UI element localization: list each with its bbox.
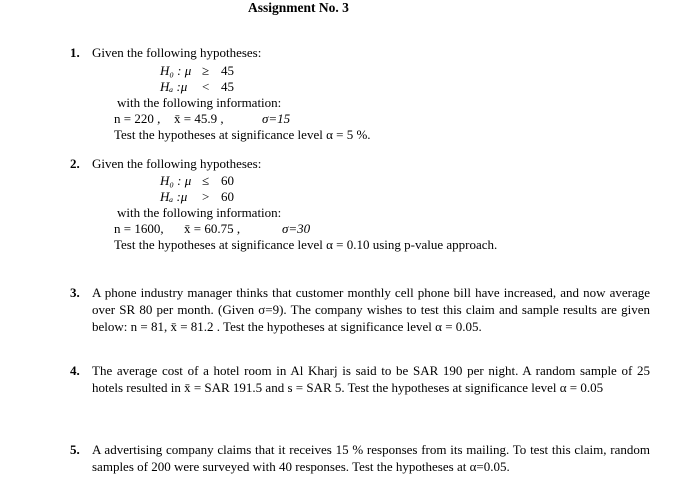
question-text: A advertising company claims that it receives 15 % responses from its mailing. To test this claim, random samples of 200 were surveyed with 40 responses. Test the hypotheses at α=0.05. xyxy=(92,442,650,474)
question-number: 5. xyxy=(70,442,80,457)
question-intro: Given the following hypotheses: xyxy=(92,156,262,171)
population-sd: σ=30 xyxy=(282,221,311,236)
alt-hypothesis-label: Hₐ :μ xyxy=(160,189,188,204)
page-title: Assignment No. 3 xyxy=(248,0,349,15)
question-number: 3. xyxy=(70,285,80,300)
sample-mean: x̄ = 60.75 , xyxy=(184,221,241,236)
alt-hypothesis-sign: > xyxy=(202,189,210,204)
alt-hypothesis-value: 45 xyxy=(221,79,234,94)
question-text: A phone industry manager thinks that customer monthly cell phone bill have increased, and now average over SR 80 per month. (Given σ=9). The company wishes to test this claim and sample results are given below: n = 81, x̄ = 81.2 . Test the hypotheses at significance level α = 0.05. xyxy=(92,285,650,334)
question-number: 2. xyxy=(70,156,80,171)
question-intro: Given the following hypotheses: xyxy=(92,45,262,60)
info-intro: with the following information: xyxy=(117,205,282,220)
null-hypothesis-label: H₀ : μ xyxy=(160,63,192,78)
null-hypothesis-sign: ≥ xyxy=(202,63,210,78)
null-hypothesis-value: 60 xyxy=(221,173,234,188)
question-text: The average cost of a hotel room in Al Kharj is said to be SAR 190 per night. A random sample of 25 hotels resulted in x̄ = SAR 191.5 and s = SAR 5. Test the hypotheses at significance level α = 0.05 xyxy=(92,363,650,395)
null-hypothesis-label: H₀ : μ xyxy=(160,173,192,188)
info-intro: with the following information: xyxy=(117,95,282,110)
sample-size: n = 1600, xyxy=(114,221,164,236)
sample-size: n = 220 , xyxy=(114,111,161,126)
question-number: 4. xyxy=(70,363,80,378)
population-sd: σ=15 xyxy=(262,111,291,126)
question-task: Test the hypotheses at significance level α = 5 %. xyxy=(114,127,371,142)
alt-hypothesis-value: 60 xyxy=(221,189,234,204)
null-hypothesis-value: 45 xyxy=(221,63,234,78)
question-number: 1. xyxy=(70,45,80,60)
null-hypothesis-sign: ≤ xyxy=(202,173,210,188)
alt-hypothesis-sign: < xyxy=(202,79,210,94)
question-task: Test the hypotheses at significance level α = 0.10 using p-value approach. xyxy=(114,237,498,252)
sample-mean: x̄ = 45.9 , xyxy=(174,111,224,126)
alt-hypothesis-label: Hₐ :μ xyxy=(160,79,188,94)
